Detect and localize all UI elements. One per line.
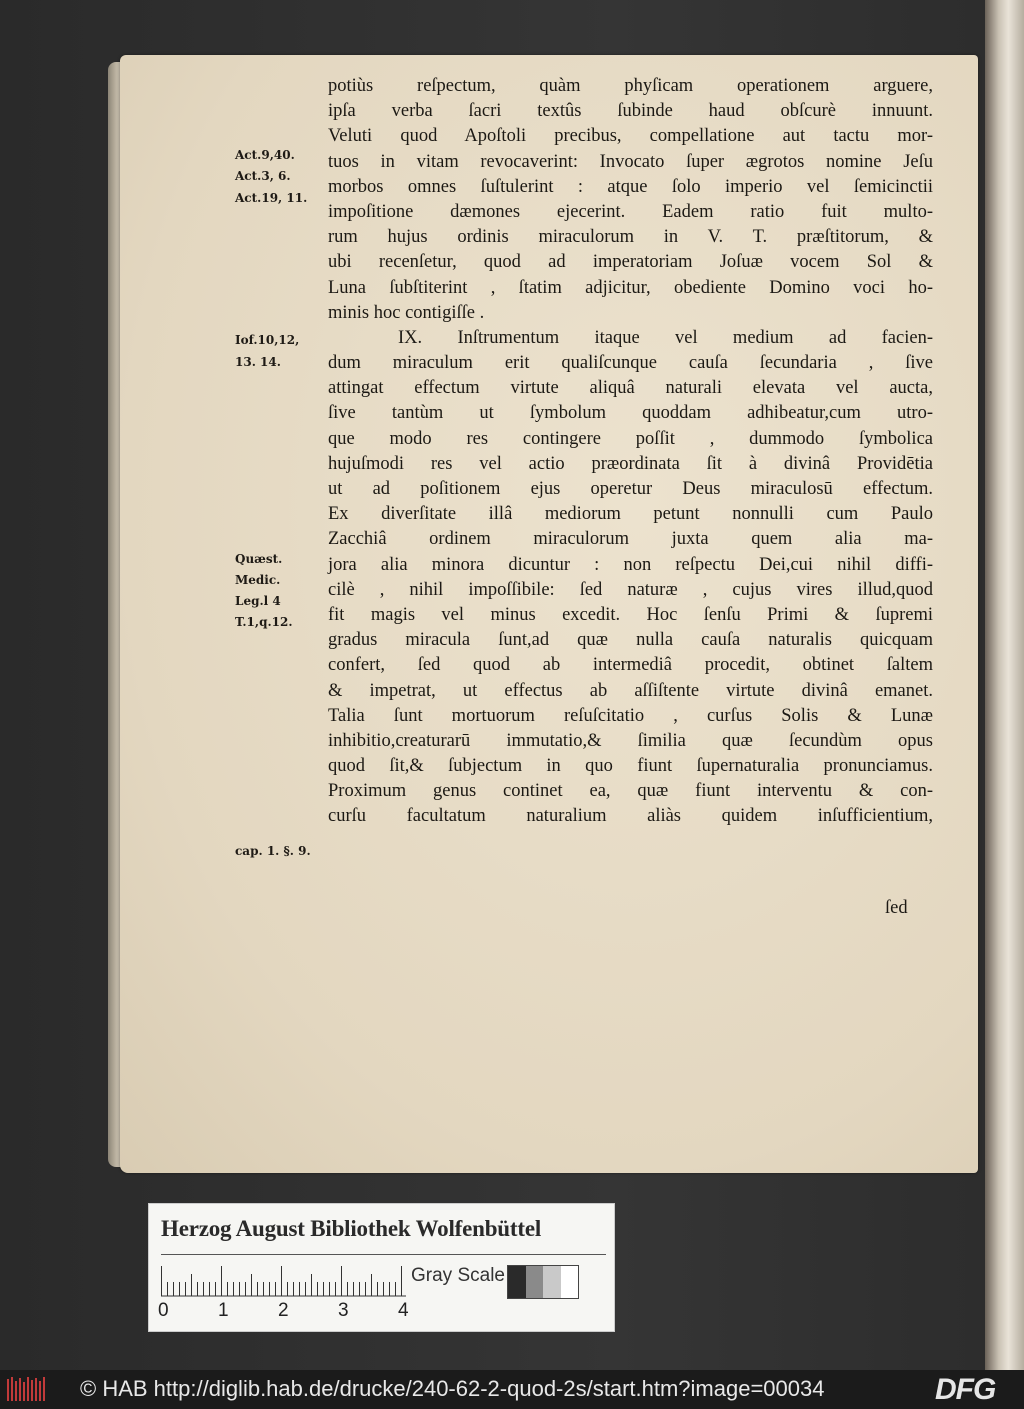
- text-line: Ex diverſitate illâ mediorum petunt nonnulli cum Paulo: [328, 504, 933, 525]
- text-line: Zacchiâ ordinem miraculorum juxta quem alia ma-: [328, 529, 933, 550]
- text-line: hujuſmodi res vel actio præordinata ſit à divinâ Providētia: [328, 453, 933, 474]
- margin-note: Medic.: [235, 573, 281, 587]
- gray-swatch: [508, 1266, 526, 1298]
- text-line: cilè , nihil impoſſibile: ſed naturæ , cujus vires illud,quod: [328, 579, 933, 600]
- text-line: & impetrat, ut effectus ab aſſiſtente virtute divinâ emanet.: [328, 680, 933, 701]
- ruler-number: 0: [158, 1300, 169, 1321]
- label-divider: [161, 1254, 606, 1255]
- gray-scale-label: Gray Scale: [411, 1265, 505, 1286]
- ruler-numbers: [158, 1300, 411, 1324]
- dfg-logo: DFG: [935, 1373, 996, 1406]
- ruler-number: 4: [398, 1300, 409, 1321]
- text-line: ubi recenſetur, quod ad imperatoriam Joſuæ vocem Sol &: [328, 252, 933, 273]
- text-line: potiùs reſpectum, quàm phyſicam operationem arguere,: [328, 76, 933, 96]
- margin-note: cap. 1. §. 9.: [235, 844, 311, 858]
- ruler-ticks: [161, 1262, 406, 1298]
- margin-note: Act.9,40.: [235, 148, 295, 162]
- text-line: Proximum genus continet ea, quæ fiunt interventu & con-: [328, 781, 933, 802]
- margin-note: Quæst.: [235, 552, 283, 566]
- text-line: inhibitio,creaturarū immutatio,& ſimilia quæ ſecundùm opus: [328, 730, 933, 751]
- text-line: rum hujus ordinis miraculorum in V. T. præſtitorum, &: [328, 227, 933, 248]
- ruler-number: 3: [338, 1300, 349, 1321]
- text-line: ſive tantùm ut ſymbolum quoddam adhibeatur,cum utro-: [328, 403, 933, 424]
- body-text: [328, 74, 933, 830]
- ruler-number: 2: [278, 1300, 289, 1321]
- text-line: Veluti quod Apoſtoli precibus, compellatione aut tactu mor-: [328, 126, 933, 147]
- ruler-number: 1: [218, 1300, 229, 1321]
- gray-swatch: [561, 1266, 579, 1298]
- catchword: ſed: [885, 898, 908, 918]
- text-line: morbos omnes ſuſtulerint : atque ſolo imperio vel ſemicinctii: [328, 176, 933, 197]
- text-line: jora alia minora dicuntur : non reſpectu Dei,cui nihil diffi-: [328, 554, 933, 575]
- text-line: impoſitione dæmones ejecerint. Eadem ratio fuit multo-: [328, 201, 933, 222]
- text-line: ut ad poſitionem ejus operetur Deus miraculosū effectum.: [328, 479, 933, 499]
- scale-ruler: [158, 1262, 409, 1321]
- library-label-card: [148, 1203, 615, 1332]
- margin-note: 13. 14.: [235, 355, 281, 369]
- margin-note: Iof.10,12,: [235, 333, 300, 347]
- text-line: Talia ſunt mortuorum reſuſcitatio , curſus Solis & Lunæ: [328, 705, 933, 726]
- library-name: Herzog August Bibliothek Wolfenbüttel: [161, 1216, 542, 1241]
- margin-note: Leg.l 4: [235, 594, 281, 608]
- margin-note: T.1,q.12.: [235, 615, 293, 629]
- text-line: ipſa verba ſacri textûs ſubinde haud obſcurè innuunt.: [328, 101, 933, 122]
- text-line: gradus miracula ſunt,ad quæ nulla cauſa naturalis quicquam: [328, 630, 933, 651]
- margin-note: Act.3, 6.: [235, 169, 291, 183]
- text-line: que modo res contingere poſſit , dummodo ſymbolica: [328, 428, 933, 449]
- book-spine: [985, 0, 1024, 1370]
- text-line: tuos in vitam revocaverint: Invocato ſuper ægrotos nomine Jeſu: [328, 151, 933, 172]
- text-line: Luna ſubſtiterint , ſtatim adjicitur, obediente Domino voci ho-: [328, 277, 933, 298]
- text-line: dum miraculum erit qualiſcunque cauſa ſecundaria , ſive: [328, 353, 933, 374]
- text-line: confert, ſed quod ab intermediâ procedit, obtinet ſaltem: [328, 655, 933, 676]
- hab-logo-icon: [6, 1376, 48, 1403]
- text-line: quod ſit,& ſubjectum in quo fiunt ſupernaturalia pronunciamus.: [328, 756, 933, 777]
- text-line: attingat effectum virtute aliquâ naturali elevata vel aucta,: [328, 378, 933, 399]
- text-line: IX. Inſtrumentum itaque vel medium ad facien-: [398, 327, 933, 348]
- gray-swatch: [543, 1266, 561, 1298]
- gray-scale-swatches: [507, 1265, 579, 1299]
- margin-note: Act.19, 11.: [235, 191, 308, 205]
- margin-notes: [235, 140, 325, 870]
- footer-bar: [0, 1370, 1024, 1409]
- copyright-url: © HAB http://diglib.hab.de/drucke/240-62-2-quod-2s/start.htm?image=00034: [80, 1376, 825, 1401]
- text-line: fit magis vel minus excedit. Hoc ſenſu Primi & ſupremi: [328, 604, 933, 625]
- text-line: curſu facultatum naturalium aliàs quidem inſufficientium,: [328, 806, 933, 827]
- text-line: minis hoc contigiſſe .: [328, 302, 485, 323]
- gray-swatch: [526, 1266, 544, 1298]
